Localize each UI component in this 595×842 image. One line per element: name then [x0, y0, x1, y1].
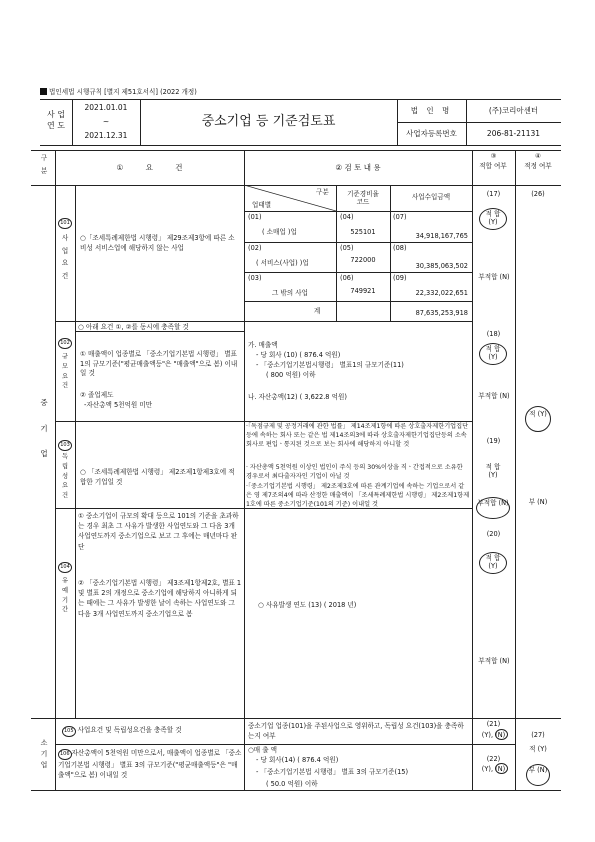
sec102-r4: ( 800 억원) 이하 [266, 371, 316, 379]
page-title: 중소기업 등 기준검토표 [201, 114, 336, 129]
sec105-fit-no: (21) [486, 720, 501, 728]
sec105-review: 중소기업 업종(101)을 주된사업으로 영위하고, 독립성 요건(103)을 충족하는지 여부 [248, 722, 464, 741]
r1-b: (04) [340, 213, 354, 221]
sec102-num: 102 [55, 338, 75, 349]
col-judge-num: ④ [535, 152, 541, 160]
sme-judge-fit[interactable]: 적 (Y) [529, 410, 547, 418]
biz-no-label: 사업자등록번호 [406, 129, 457, 138]
sec105-requirement: 105 사업요건 및 독립성요건을 충족할 것 [62, 726, 182, 737]
sec103-requirement: ○ 「조세특례제한법 시행령」 제2조제1항제3호에 적합한 기업일 것 [80, 468, 235, 486]
sec105-fit[interactable]: (Y), (N) [481, 731, 506, 739]
sec103-num: 103 [55, 440, 75, 451]
r3-name: 그 밖의 사업 [271, 289, 309, 297]
r3-code: 749921 [350, 287, 376, 295]
sec102-r5: 나. 자산총액(12) ( 3,622.8 억원) [248, 393, 347, 401]
corp-name: (주)코리아센터 [488, 106, 539, 115]
sec102-r3: - 「중소기업기본법시행령」 별표1의 규모기준(11) [256, 361, 404, 369]
r3-a: (03) [248, 274, 262, 282]
sec102-fit-no: (18) [486, 330, 501, 338]
sec101-label: 사업요건 [61, 234, 69, 280]
sec103-bullet1: ·「독점규제 및 공정거래에 관한 법률」 제14조제1항에 따른 상호출자제한기업집단등에 속하는 회사 또는 같은 법 제14조의3에 따라 상호출자제한기업집단등의 소속회사로 편입ㆍ통지된 것으로 보는 회사에 해당하지 아니할 것 [246, 423, 469, 448]
head-right: 구분 [316, 188, 329, 196]
small-judge-nofit[interactable]: 부 (N) [528, 766, 548, 774]
corp-name-label: 법 인 명 [410, 106, 453, 115]
sec106-r4: ( 50.0 억원) 이하 [266, 780, 318, 788]
sec102-label: 규모요건 [61, 353, 69, 390]
head-revenue: 사업수입금액 [411, 193, 451, 201]
small-label: 소기업 [40, 739, 48, 769]
r2-name: ( 서비스(사업) )업 [256, 259, 309, 267]
sec106-requirement: 106 자산총액이 5천억원 미만으로서, 매출액이 업종별로 「중소기업기본법 시행령」 별표 3의 규모기준("평균매출액등"은 "매출액"으로 봄) 이내일 것 [58, 749, 242, 780]
r2-amount: 30,385,063,502 [415, 262, 468, 270]
head-left: 업태별 [252, 201, 272, 209]
sec104-review: ○ 사유발생 연도 (13) ( 2018 년) [258, 601, 357, 609]
r1-code: 525101 [350, 228, 376, 236]
total-label: 계 [313, 307, 321, 315]
sec104-num: 104 [55, 562, 75, 573]
col-fit-num: ③ [490, 152, 497, 160]
sec101-fit-no-option[interactable]: 부적합 (N) [478, 273, 510, 281]
period-start: 2021.01.01 [84, 103, 128, 112]
r3-b: (06) [340, 274, 354, 282]
col-review: ② 검 토 내 용 [335, 163, 381, 172]
sec103-fit-no-option[interactable]: 부적합 (N) [477, 499, 509, 507]
col-fit: 적합 여부 [479, 162, 507, 170]
period-end: 2021.12.31 [84, 131, 128, 140]
sec102-r2: - 당 회사 (10) ( 876.4 억원) [256, 351, 341, 359]
sme-label: 중 기 업 [40, 398, 48, 458]
sec104-cond1: ① 중소기업이 규모의 확대 등으로 101의 기준을 초과하는 경우 최초 그 사유가 발생한 사업연도와 그 다음 3개 사업연도까지 중소기업으로 보고 그 후에는 매년마다 판단 [78, 512, 239, 551]
sec104-fit-no: (20) [486, 530, 501, 538]
sec106-r1: ○매 출 액 [248, 746, 278, 754]
r3-c: (09) [393, 274, 407, 282]
r1-amount: 34,918,167,765 [415, 232, 468, 240]
sec102-fit-yes[interactable]: 적 합 (Y) [485, 345, 501, 362]
r2-b: (05) [340, 244, 354, 252]
form-reference: 법인세법 시행규칙 [별지 제51호서식] (2022 개정) [40, 88, 197, 96]
sec103-label: 독립성요건 [61, 453, 69, 499]
sec101-judge-no: (26) [531, 190, 545, 198]
col-division: 구 분 [40, 154, 48, 175]
sec106-r2: - 당 회사(14) ( 876.4 억원) [256, 756, 339, 764]
total-amount: 87,635,253,918 [415, 309, 468, 317]
r2-c: (08) [393, 244, 407, 252]
r3-amount: 22,332,022,651 [415, 289, 468, 297]
sec102-cond2b: -자산총액 5천억원 미만 [84, 401, 153, 409]
sec101-requirement: ○「조세특례제한법 시행령」 제29조제3항에 따른 소비성 서비스업에 해당하지 않는 사업 [80, 234, 235, 252]
sec104-fit-yes[interactable]: 적 합 (Y) [485, 554, 501, 571]
year-label: 사 업 연 도 [47, 110, 65, 131]
r1-a: (01) [248, 213, 262, 221]
sec101-num: 101 [55, 218, 75, 229]
biz-no: 206-81-21131 [486, 129, 541, 138]
r1-name: ( 소매업 )업 [262, 228, 297, 236]
col-judge: 적정 여부 [524, 162, 552, 170]
head-code: 기준경비율 코드 [347, 190, 379, 207]
r1-c: (07) [393, 213, 407, 221]
sec102-r1: 가. 매출액 [248, 341, 278, 349]
sec101-fit-yes[interactable]: 적 합 (Y) [485, 210, 501, 227]
r2-a: (02) [248, 244, 262, 252]
sec105-judge-no: (27) [531, 731, 545, 739]
sec104-fit-no-option[interactable]: 부적합 (N) [478, 657, 510, 665]
sec103-bullet3: ·「중소기업기본법 시행령」 제2조제3호에 따른 관계기업에 속하는 기업으로서 같은 영 제7조의4에 따라 산정한 매출액이 「조세특례제한법 시행령」 제2조제1항제1호에 따른 중소기업기준(101의 기준) 이내일 것 [246, 483, 470, 508]
sec102-cond2: ② 졸업제도 [80, 391, 114, 399]
sec102-intro: ○ 아래 요건 ①, ②를 동시에 충족할 것 [78, 323, 189, 331]
sme-judge-nofit[interactable]: 부 (N) [528, 498, 548, 506]
col-requirement: ① 요 건 [116, 163, 183, 172]
sec106-fit-no: (22) [486, 755, 501, 763]
r2-code: 722000 [350, 256, 376, 264]
sec102-fit-no-option[interactable]: 부적합 (N) [478, 392, 510, 400]
small-judge-fit[interactable]: 적 (Y) [529, 745, 547, 753]
sec106-fit[interactable]: (Y), (N) [481, 765, 506, 773]
sec101-fit-no: (17) [486, 190, 501, 198]
period-sep: ~ [102, 117, 110, 126]
sec102-cond1: ① 매출액이 업종별로 「중소기업기본법 시행령」 별표 1의 규모기준("평균매출액등"은 "매출액"으로 봄) 이내일 것 [80, 350, 238, 378]
sec103-fit-yes[interactable]: 적 합 (Y) [485, 463, 501, 480]
sec104-label: 유예기간 [61, 577, 69, 614]
sec103-fit-no: (19) [486, 437, 501, 445]
sec104-cond2: ② 「중소기업기본법 시행령」 제3조제1항제2호, 별표 1 및 별표 2의 개정으로 중소기업에 해당하지 아니하게 되는 때에는 그 사유가 발생한 날이 속하는 사업연도와 그 다음 3개 사업연도까지 중소기업으로 봄 [78, 579, 242, 618]
sec103-bullet2: · 자산총액 5천억원 이상인 법인이 주식 등의 30%이상을 직ㆍ간접적으로 소유한 경우로서 최다출자자인 기업이 아닐 것 [246, 464, 463, 480]
sec106-r3: - 「중소기업기본법 시행령」 별표 3의 규모기준(15) [256, 768, 409, 776]
